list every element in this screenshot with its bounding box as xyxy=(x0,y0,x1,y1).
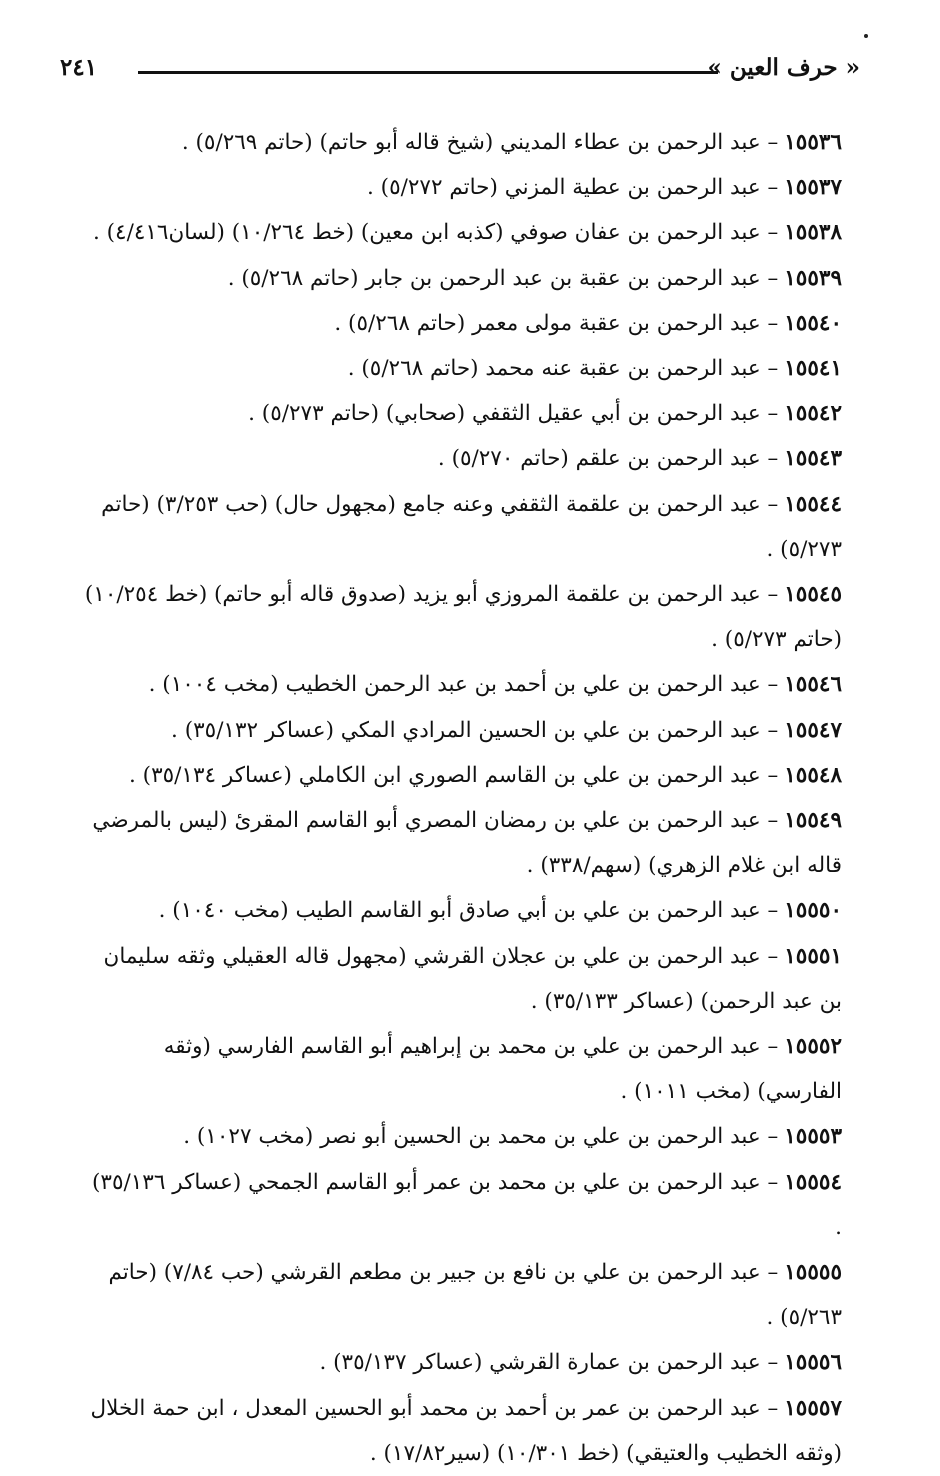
entry-15539 xyxy=(80,256,842,301)
entry-15553 xyxy=(80,1114,842,1159)
entry-number: ١٥٥٤١ xyxy=(784,356,842,382)
entry-number: ١٥٥٥٣ xyxy=(784,1124,842,1150)
entry-15543 xyxy=(80,436,842,481)
entry-number: ١٥٥٤٩ xyxy=(784,808,842,834)
entry-text: – عبد الرحمن بن عفان صوفي (كذبه ابن معين) (خط ١٠/٢٦٤) (لسان٤/٤١٦) . xyxy=(92,220,779,246)
entry-number: ١٥٥٤٥ xyxy=(784,582,842,608)
entry-text: – عبد الرحمن بن علي بن القاسم الصوري ابن الكاملي (عساكر ٣٥/١٣٤) . xyxy=(129,762,779,788)
header-rule xyxy=(138,71,718,74)
entry-text: – عبد الرحمن بن علي بن نافع بن جبير بن مطعم القرشي (حب ٧/٨٤) (حاتم ٥/٢٦٣) . xyxy=(108,1260,842,1331)
entry-text: – عبد الرحمن بن أبي عقيل الثقفي (صحابي) (حاتم ٥/٢٧٣) . xyxy=(248,401,779,427)
entry-number: ١٥٥٣٦ xyxy=(784,130,842,155)
entry-15549 xyxy=(80,798,842,888)
entry-text: – عبد الرحمن بن عمارة القرشي (عساكر ٣٥/١٣٧) . xyxy=(319,1350,779,1376)
entry-15537 xyxy=(80,165,842,210)
entry-text: – عبد الرحمن بن علي بن الحسين المرادي المكي (عساكر ٣٥/١٣٢) . xyxy=(171,717,779,743)
entry-number: ١٥٥٣٨ xyxy=(784,220,842,246)
entry-number: ١٥٥٣٩ xyxy=(784,265,842,291)
entry-15555 xyxy=(80,1250,842,1340)
entry-15551 xyxy=(80,934,842,1024)
entry-number: ١٥٥٥١ xyxy=(784,943,842,969)
entry-text: – عبد الرحمن بن عمر بن أحمد بن محمد أبو الحسين المعدل ، ابن حمة الخلال (وثقه الخطيب والعتيقي) (خط ١٠/٣٠١) (سير١٧/٨٢) . xyxy=(90,1395,842,1466)
entry-15554 xyxy=(80,1160,842,1250)
entry-text: – عبد الرحمن بن علي بن محمد بن إبراهيم أبو القاسم الفارسي (وثقه الفارسي) (مخب ١٠١١) . xyxy=(163,1034,842,1105)
entries-list xyxy=(80,120,842,1476)
entry-text: – عبد الرحمن بن عقبة بن عبد الرحمن بن جابر (حاتم ٥/٢٦٨) . xyxy=(227,265,779,291)
entry-15556 xyxy=(80,1340,842,1385)
entry-number: ١٥٥٣٧ xyxy=(784,175,842,201)
entry-text: – عبد الرحمن بن علي بن أحمد بن عبد الرحمن الخطيب (مخب ١٠٠٤) . xyxy=(148,672,779,698)
entry-text: – عبد الرحمن بن علي بن محمد بن الحسين أبو نصر (مخب ١٠٢٧) . xyxy=(183,1124,779,1150)
page-number: ٢٤١ xyxy=(60,54,98,81)
entry-text: – عبد الرحمن بن علقمة الثقفي وعنه جامع (مجهول حال) (حب ٣/٢٥٣) (حاتم ٥/٢٧٣) . xyxy=(101,491,842,562)
entry-number: ١٥٥٥٠ xyxy=(784,898,842,924)
entry-text: – عبد الرحمن بن عقبة عنه محمد (حاتم ٥/٢٦٨) . xyxy=(347,356,779,382)
entry-number: ١٥٥٤٢ xyxy=(784,401,842,427)
entry-number: ١٥٥٥٤ xyxy=(784,1169,842,1195)
entry-number: ١٥٥٤٤ xyxy=(784,491,842,517)
entry-number: ١٥٥٥٦ xyxy=(784,1350,842,1376)
entry-15538 xyxy=(80,210,842,255)
entry-15548 xyxy=(80,753,842,798)
entry-text: – عبد الرحمن بن عطاء المديني (شيخ قاله أبو حاتم) (حاتم ٥/٢٦٩) . xyxy=(181,130,779,155)
entry-15544 xyxy=(80,482,842,572)
entry-number: ١٥٥٥٥ xyxy=(784,1260,842,1286)
entry-text: – عبد الرحمن بن علي بن أبي صادق أبو القاسم الطيب (مخب ١٠٤٠) . xyxy=(158,898,779,924)
entry-15545 xyxy=(80,572,842,662)
entry-15542 xyxy=(80,391,842,436)
entry-15541 xyxy=(80,346,842,391)
page-header xyxy=(60,50,860,94)
entry-number: ١٥٥٤٠ xyxy=(784,310,842,336)
entry-number: ١٥٥٤٨ xyxy=(784,762,842,788)
entry-15546 xyxy=(80,662,842,707)
entry-number: ١٥٥٤٦ xyxy=(784,672,842,698)
entry-text: – عبد الرحمن بن علي بن محمد بن عمر أبو القاسم الجمحي (عساكر ٣٥/١٣٦) . xyxy=(92,1169,842,1240)
entry-15547 xyxy=(80,708,842,753)
ink-dot xyxy=(864,34,868,38)
entry-15536 xyxy=(80,120,842,165)
entry-number: ١٥٥٤٧ xyxy=(784,717,842,743)
entry-text: – عبد الرحمن بن عطية المزني (حاتم ٥/٢٧٢) . xyxy=(367,175,779,201)
entry-text: – عبد الرحمن بن علي بن رمضان المصري أبو القاسم المقرئ (ليس بالمرضي قاله ابن غلام الزهري) (سهم/٣٣٨) . xyxy=(92,808,842,879)
chapter-title: « حرف العين » xyxy=(707,54,860,81)
entry-text: – عبد الرحمن بن علقمة المروزي أبو يزيد (صدوق قاله أبو حاتم) (خط ١٠/٢٥٤) (حاتم ٥/٢٧٣) . xyxy=(84,582,842,653)
entry-text: – عبد الرحمن بن علقم (حاتم ٥/٢٧٠) . xyxy=(437,446,779,472)
entry-15540 xyxy=(80,301,842,346)
entry-number: ١٥٥٤٣ xyxy=(784,446,842,472)
entry-number: ١٥٥٥٧ xyxy=(784,1395,842,1421)
entry-text: – عبد الرحمن بن عقبة مولى معمر (حاتم ٥/٢٦٨) . xyxy=(334,310,779,336)
entry-15550 xyxy=(80,888,842,933)
entry-text: – عبد الرحمن بن علي بن عجلان القرشي (مجهول قاله العقيلي وثقه سليمان بن عبد الرحمن) (عساكر ٣٥/١٣٣) . xyxy=(103,943,842,1014)
entry-15557 xyxy=(80,1386,842,1476)
entry-15552 xyxy=(80,1024,842,1114)
entry-number: ١٥٥٥٢ xyxy=(784,1034,842,1060)
